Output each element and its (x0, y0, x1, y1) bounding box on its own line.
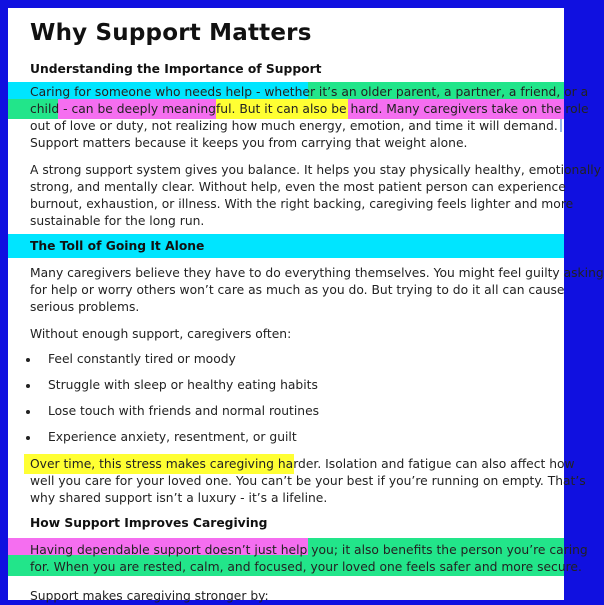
highlighted-text: child (30, 102, 60, 116)
list-item-text: Struggle with sleep or healthy eating habits (48, 378, 318, 392)
highlighted-text: - can be deeply meaningful. (59, 102, 240, 116)
highlighted-text: Having dependable support doesn’t just help you; (30, 543, 338, 557)
highlighted-text: Caring for someone who needs help - whether it’s an (30, 85, 361, 99)
list-item (48, 403, 319, 420)
paragraph-line: sustainable for the long run. (30, 214, 205, 228)
body-text: out of love or duty, not realizing how much energy, emotion, and time it will demand. (30, 119, 558, 133)
body-text: Isolation and fatigue can also affect how (321, 457, 575, 471)
bullet-icon (26, 410, 30, 414)
paragraph-line: well you care for your loved one. You can’t be your best if you’re running on empty. That’s (30, 474, 586, 488)
paragraph-line (30, 542, 588, 559)
bullet-icon (26, 384, 30, 388)
paragraph-line (30, 456, 575, 473)
page-title: Why Support Matters (30, 20, 312, 46)
section-heading-improves: How Support Improves Caregiving (30, 516, 268, 530)
paragraph-line (30, 101, 589, 118)
paragraph-line: for. When you are rested, calm, and focused, your loved one feels safer and more secure. (30, 560, 582, 574)
bullet-icon (26, 358, 30, 362)
list-item-text: Experience anxiety, resentment, or guilt (48, 430, 297, 444)
paragraph-line: A strong support system gives you balance. It helps you stay physically healthy, emotionally (30, 163, 601, 177)
paragraph-line: strong, and mentally clear. Without help, even the most patient person can experience (30, 180, 566, 194)
highlighted-text: it also benefits the person you’re caring (338, 543, 588, 557)
highlighted-text: Over time, this stress makes caregiving harder. (30, 457, 322, 471)
paragraph-line: Support matters because it keeps you from carrying that weight alone. (30, 136, 468, 150)
bullet-icon (26, 436, 30, 440)
list-item (48, 429, 297, 446)
highlighted-text: older parent, a partner, a friend, or a (360, 85, 589, 99)
list-item-text: Feel constantly tired or moody (48, 352, 236, 366)
document-page (8, 8, 604, 603)
paragraph-line: serious problems. (30, 300, 140, 314)
paragraph-line: Without enough support, caregivers often: (30, 327, 292, 341)
text-cursor (560, 119, 562, 132)
list-item-text: Lose touch with friends and normal routines (48, 404, 320, 418)
highlighted-text: Many caregivers take on the role (382, 102, 589, 116)
section-heading-importance: Understanding the Importance of Support (30, 62, 322, 76)
list-item (48, 377, 318, 394)
highlighted-text: But it can also be hard. (239, 102, 383, 116)
paragraph-line: for help or worry others won’t care as much as you do. But trying to do it all can cause (30, 283, 565, 297)
paragraph-line: Many caregivers believe they have to do everything themselves. You might feel guilty asking (30, 266, 604, 280)
paragraph-line: why shared support isn’t a luxury - it’s a lifeline. (30, 491, 328, 505)
paragraph-line (30, 118, 558, 135)
paragraph-line (30, 84, 589, 101)
paragraph-line: burnout, exhaustion, or illness. With the right backing, caregiving feels lighter and more (30, 197, 574, 211)
list-item (48, 351, 236, 368)
paragraph-line-partial: Support makes caregiving stronger by: (30, 589, 269, 603)
section-heading-toll: The Toll of Going It Alone (30, 239, 205, 253)
